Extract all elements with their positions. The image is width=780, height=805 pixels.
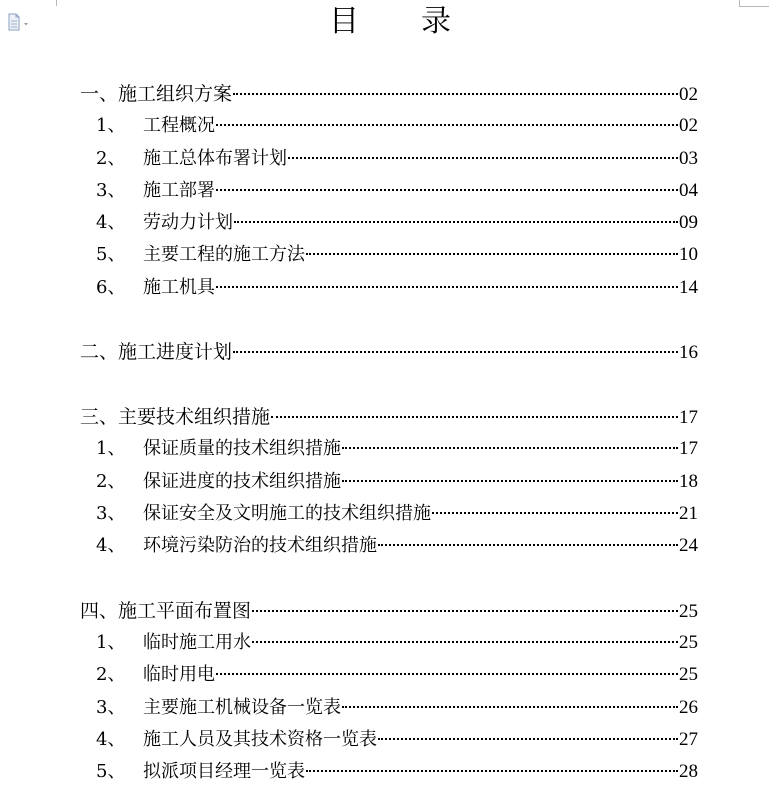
toc-leader-dots [306, 253, 678, 255]
toc-item-number: 4、 [96, 212, 126, 234]
toc-section-label: 二、施工进度计划 [80, 341, 233, 364]
toc-item-number: 4、 [96, 535, 126, 557]
toc-page-number: 04 [679, 179, 698, 201]
toc-page-number: 02 [679, 84, 698, 105]
toc-spacer [80, 562, 698, 594]
toc-item-label: 环境污染防治的技术组织措施 [143, 535, 377, 557]
toc-leader-dots [216, 673, 678, 675]
toc-leader-dots [432, 512, 678, 514]
toc-item-label: 保证进度的技术组织措施 [143, 470, 341, 492]
toc-item-number: 4、 [96, 728, 126, 750]
title-char-2: 录 [421, 4, 451, 39]
toc-section[interactable] [80, 78, 698, 110]
toc-item-label: 拟派项目经理一览表 [143, 761, 305, 783]
toc-item-label: 保证质量的技术组织措施 [143, 438, 341, 460]
toc-leader-dots [288, 157, 678, 159]
toc-item-number: 1、 [96, 438, 126, 460]
toc-item[interactable] [80, 239, 698, 271]
toc-page-number: 03 [679, 147, 698, 169]
toc-leader-dots [233, 351, 678, 353]
toc-page-number: 24 [679, 535, 698, 557]
toc-item[interactable] [80, 692, 698, 724]
toc-item-label: 施工机具 [143, 276, 215, 298]
toc-section[interactable] [80, 401, 698, 433]
toc-page-number: 25 [679, 664, 698, 686]
toc-item-label: 临时施工用水 [143, 632, 251, 654]
toc-spacer [80, 369, 698, 401]
toc-section-label: 一、施工组织方案 [80, 83, 233, 105]
toc-section-label: 四、施工平面布置图 [80, 599, 252, 622]
toc-page-number: 17 [679, 438, 698, 460]
toc-item-label: 施工总体布署计划 [143, 147, 287, 169]
toc-leader-dots [233, 93, 678, 95]
toc-item-label: 施工人员及其技术资格一览表 [143, 728, 377, 750]
toc-page-number: 28 [679, 761, 698, 783]
toc-item-label: 主要施工机械设备一览表 [143, 696, 341, 718]
toc-item[interactable] [80, 433, 698, 465]
toc-item[interactable] [80, 530, 698, 562]
toc-item[interactable] [80, 724, 698, 756]
toc-page-number: 25 [679, 632, 698, 654]
toc-spacer [80, 304, 698, 336]
toc-page-number: 09 [679, 212, 698, 234]
toc-item-number: 1、 [96, 115, 126, 137]
toc-page-number: 21 [679, 502, 698, 524]
toc-section[interactable] [80, 595, 698, 627]
toc-page-number: 27 [679, 728, 698, 750]
toc-item[interactable] [80, 110, 698, 142]
toc-item-number: 6、 [96, 276, 126, 298]
table-of-contents [80, 78, 698, 789]
toc-item-number: 2、 [96, 664, 126, 686]
toc-leader-dots [271, 416, 678, 418]
toc-page-number: 26 [679, 696, 698, 718]
toc-item[interactable] [80, 175, 698, 207]
toc-leader-dots [342, 447, 678, 449]
toc-item-number: 2、 [96, 470, 126, 492]
toc-item-number: 5、 [96, 761, 126, 783]
toc-item-number: 3、 [96, 502, 126, 524]
toc-item-number: 3、 [96, 179, 126, 201]
toc-leader-dots [216, 286, 678, 288]
toc-leader-dots [342, 706, 678, 708]
toc-item-label: 劳动力计划 [143, 212, 233, 234]
toc-page-number: 17 [679, 406, 698, 428]
toc-leader-dots [216, 189, 678, 191]
toc-section[interactable] [80, 336, 698, 368]
toc-item[interactable] [80, 659, 698, 691]
toc-item[interactable] [80, 143, 698, 175]
toc-item[interactable] [80, 207, 698, 239]
toc-page-number: 10 [679, 244, 698, 266]
toc-leader-dots [252, 641, 678, 643]
toc-item-label: 工程概况 [143, 115, 215, 137]
toc-item[interactable] [80, 272, 698, 304]
toc-leader-dots [342, 480, 678, 482]
toc-leader-dots [216, 124, 678, 126]
toc-page-number: 14 [679, 276, 698, 298]
toc-item-number: 3、 [96, 696, 126, 718]
toc-item[interactable] [80, 466, 698, 498]
toc-item-number: 2、 [96, 147, 126, 169]
toc-item[interactable] [80, 756, 698, 788]
toc-page-number: 16 [679, 342, 698, 364]
toc-section-label: 三、主要技术组织措施 [80, 405, 271, 428]
title-char-1: 目 [329, 4, 359, 39]
toc-leader-dots [234, 221, 678, 223]
toc-item-number: 5、 [96, 244, 126, 266]
toc-page-number: 02 [679, 115, 698, 137]
toc-item-label: 保证安全及文明施工的技术组织措施 [143, 502, 431, 524]
toc-page-number: 18 [679, 470, 698, 492]
toc-item[interactable] [80, 498, 698, 530]
toc-item-label: 临时用电 [143, 664, 215, 686]
toc-leader-dots [252, 610, 678, 612]
toc-leader-dots [306, 770, 678, 772]
toc-item-label: 主要工程的施工方法 [143, 244, 305, 266]
toc-item[interactable] [80, 627, 698, 659]
toc-leader-dots [378, 544, 678, 546]
toc-leader-dots [378, 738, 678, 740]
toc-item-number: 1、 [96, 632, 126, 654]
page-title [0, 2, 780, 42]
toc-page-number: 25 [679, 600, 698, 622]
toc-item-label: 施工部署 [143, 179, 215, 201]
